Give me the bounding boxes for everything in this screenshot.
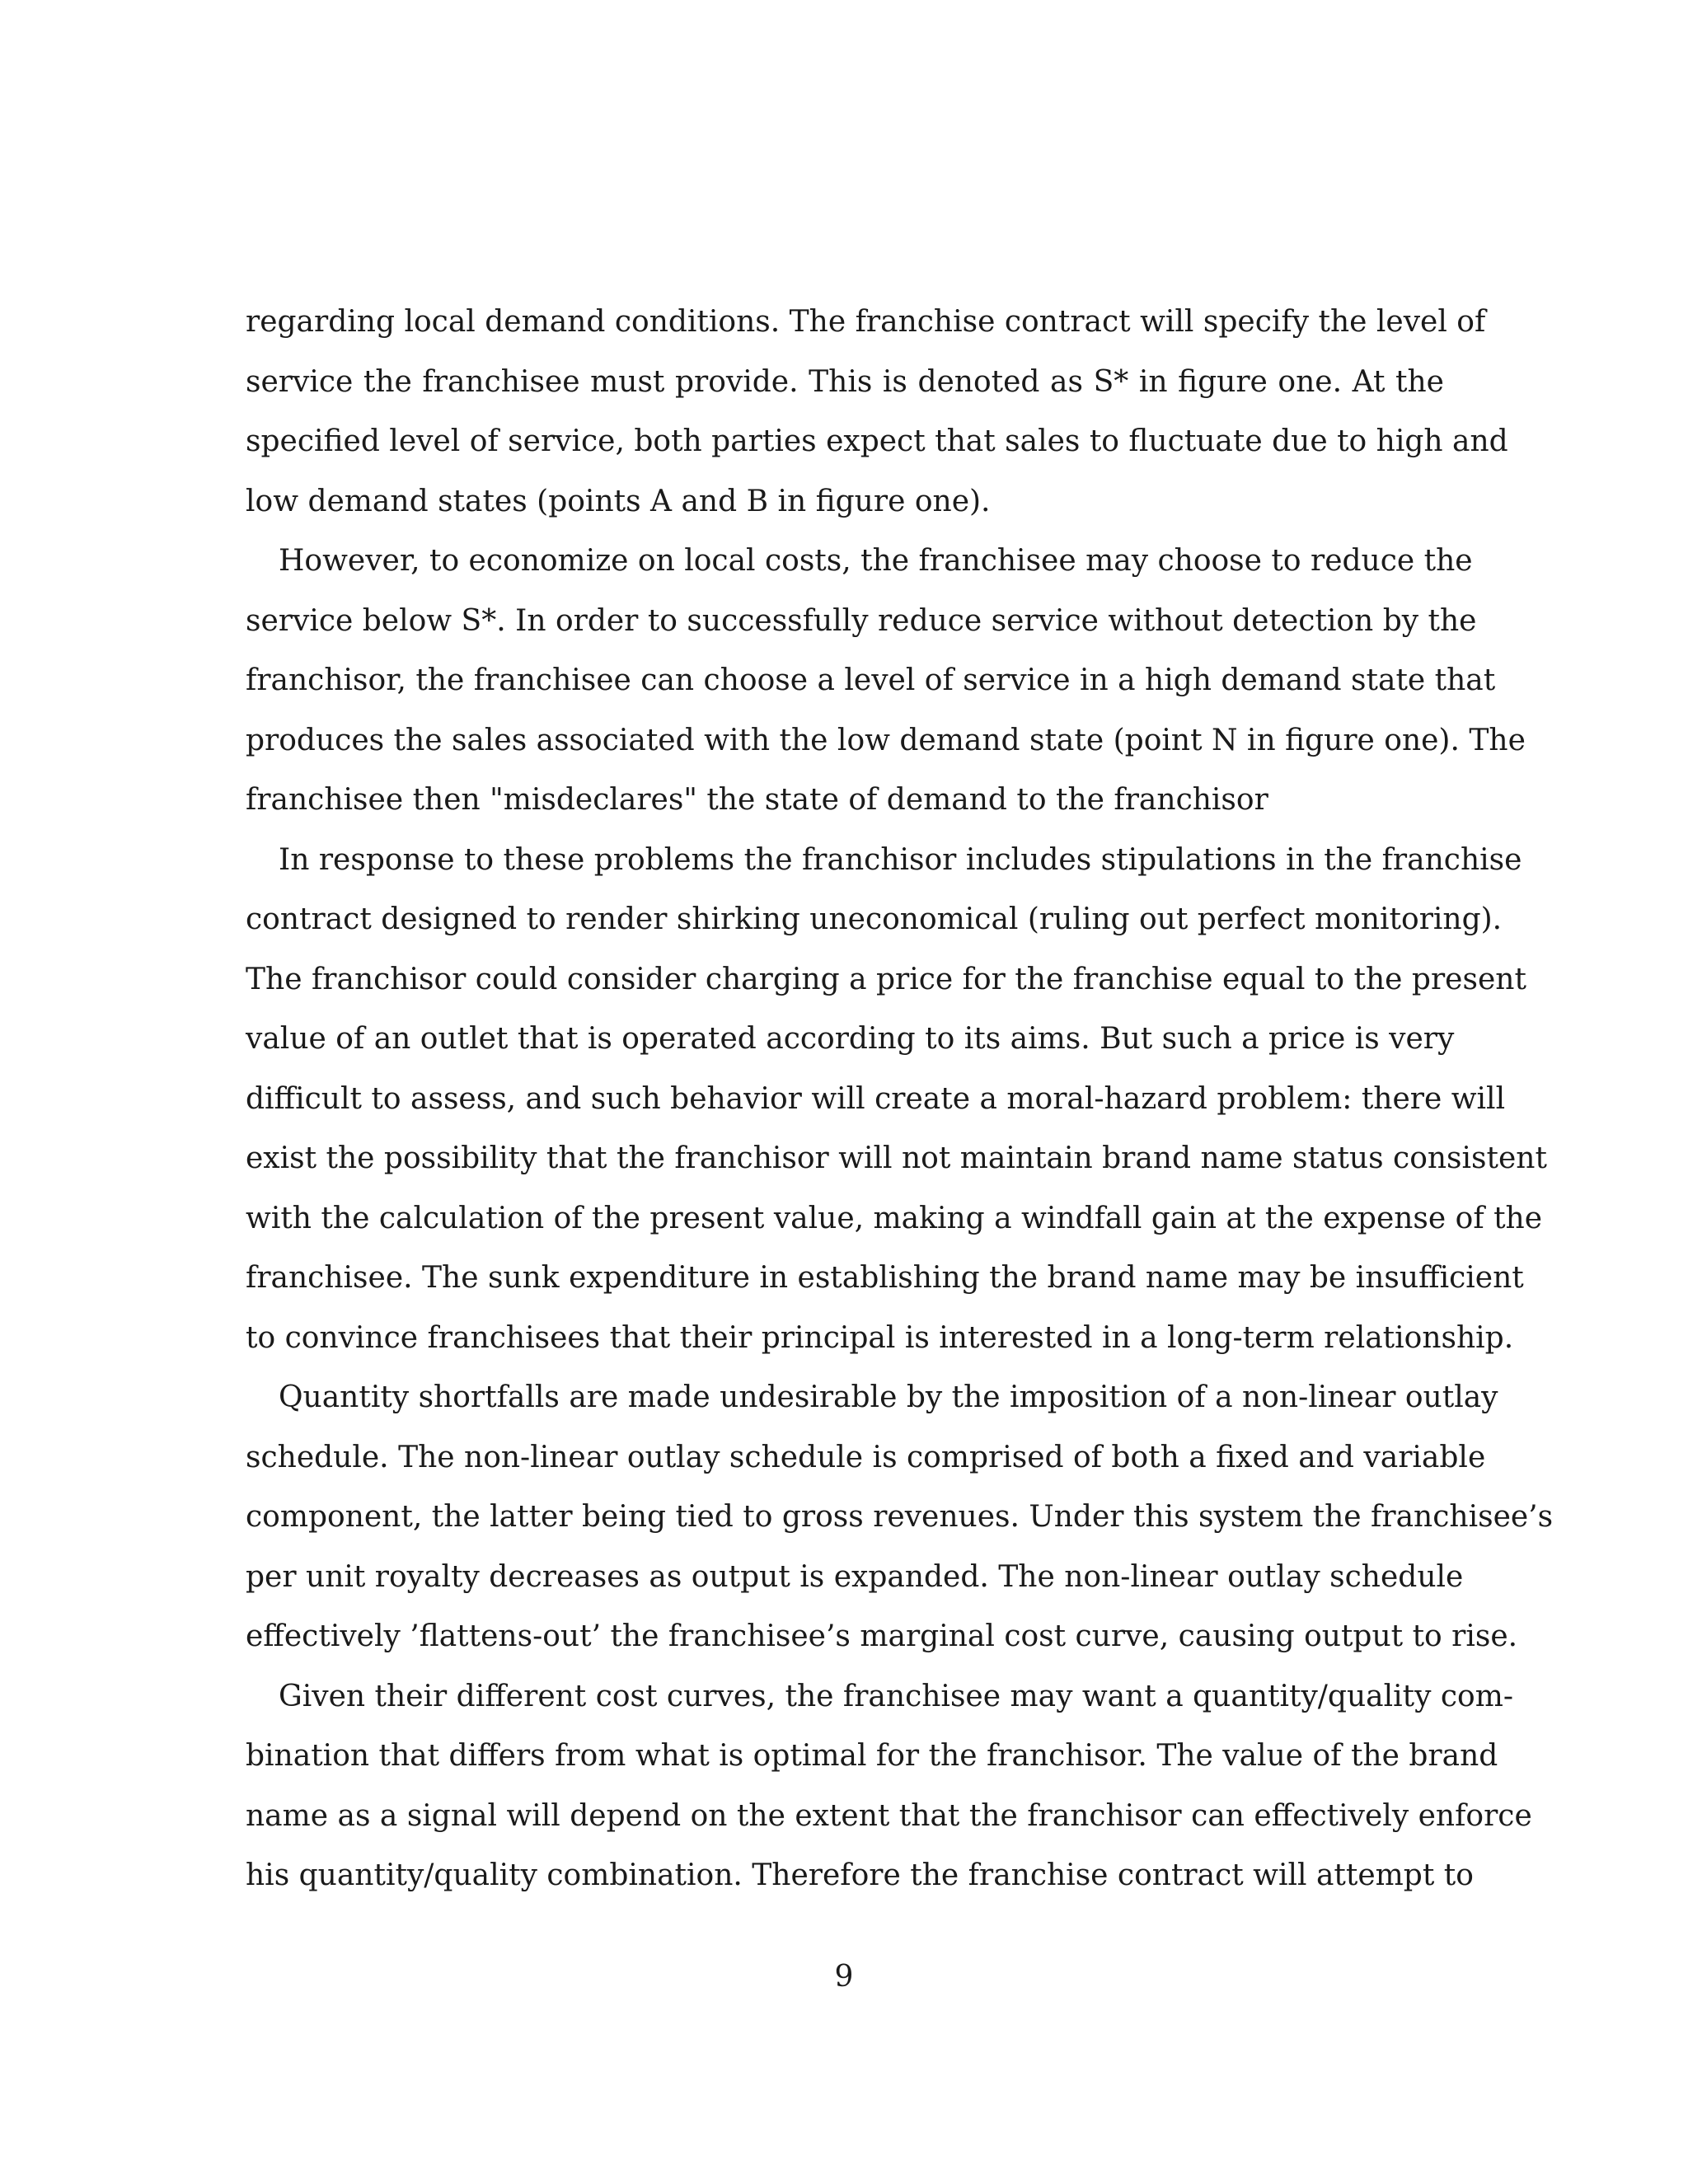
text-line: produces the sales associated with the low demand state (point N in figure one). The	[246, 723, 1526, 757]
text-line: However, to economize on local costs, the franchisee may choose to reduce the	[279, 544, 1473, 578]
text-line: to convince franchisees that their principal is interested in a long-term relationship.	[246, 1320, 1514, 1355]
text-line: service below S*. In order to successfully reduce service without detection by the	[246, 603, 1477, 638]
text-line: bination that differs from what is optimal for the franchisor. The value of the brand	[246, 1739, 1498, 1773]
paragraph-2	[246, 532, 1526, 831]
text-line: component, the latter being tied to gross revenues. Under this system the franchisee’s	[246, 1500, 1554, 1534]
paragraph-5	[246, 1667, 1532, 1906]
text-line: Given their different cost curves, the franchisee may want a quantity/quality com-	[279, 1679, 1514, 1713]
text-line: regarding local demand conditions. The franchise contract will specify the level of	[246, 305, 1486, 339]
paragraph-3	[246, 831, 1547, 1369]
text-line: his quantity/quality combination. Therefore the franchise contract will attempt to	[246, 1858, 1474, 1892]
text-line: difficult to assess, and such behavior will create a moral-hazard problem: there will	[246, 1081, 1506, 1116]
text-line: exist the possibility that the franchisor will not maintain brand name status consistent	[246, 1141, 1547, 1175]
text-line: In response to these problems the franchisor includes stipulations in the franchise	[279, 842, 1522, 877]
text-line: franchisee then "misdeclares" the state of demand to the franchisor	[246, 783, 1268, 817]
text-line: specified level of service, both parties expect that sales to fluctuate due to high and	[246, 424, 1508, 458]
text-line: franchisor, the franchisee can choose a level of service in a high demand state that	[246, 663, 1496, 697]
text-line: service the franchisee must provide. This is denoted as S* in figure one. At the	[246, 364, 1444, 399]
text-line: value of an outlet that is operated according to its aims. But such a price is very	[246, 1022, 1455, 1056]
paragraph-1	[246, 293, 1508, 532]
paragraph-4	[246, 1368, 1554, 1667]
text-line: name as a signal will depend on the extent that the franchisor can effectively enforce	[246, 1798, 1532, 1833]
text-line: contract designed to render shirking uneconomical (ruling out perfect monitoring).	[246, 902, 1503, 936]
text-line: per unit royalty decreases as output is expanded. The non-linear outlay schedule	[246, 1559, 1464, 1594]
text-line: Quantity shortfalls are made undesirable by the imposition of a non-linear outlay	[279, 1380, 1498, 1414]
text-line: schedule. The non-linear outlay schedule is comprised of both a fixed and variable	[246, 1440, 1486, 1474]
text-line: franchisee. The sunk expenditure in establishing the brand name may be insufficient	[246, 1261, 1524, 1295]
text-line: effectively ’flattens-out’ the franchisee’s marginal cost curve, causing output to rise.	[246, 1619, 1518, 1653]
text-line: The franchisor could consider charging a price for the franchise equal to the present	[246, 962, 1526, 996]
page-number: 9	[834, 1960, 854, 1994]
body-text	[246, 293, 1554, 1906]
text-line: with the calculation of the present value, making a windfall gain at the expense of the	[246, 1201, 1543, 1235]
text-line: low demand states (points A and B in figure one).	[246, 484, 991, 518]
